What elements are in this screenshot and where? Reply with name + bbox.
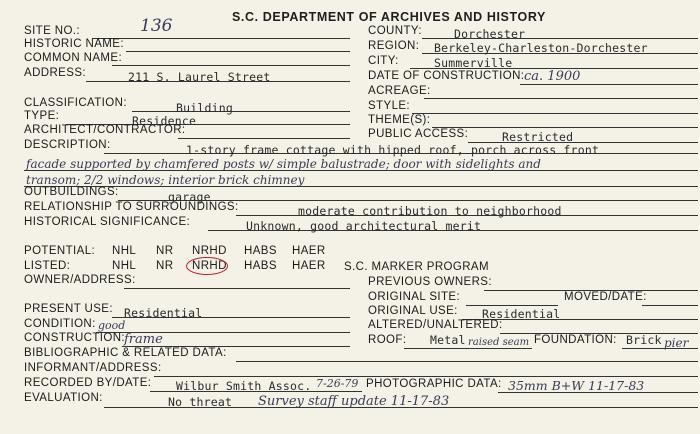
acreage-label: ACREAGE: bbox=[368, 85, 431, 97]
theme-line bbox=[432, 127, 698, 128]
description-value-3: transom; 2/2 windows; interior brick chimney bbox=[26, 173, 305, 187]
potential-nhl: NHL bbox=[112, 245, 137, 257]
form-title: S.C. DEPARTMENT OF ARCHIVES AND HISTORY bbox=[232, 10, 546, 24]
owner-label: OWNER/ADDRESS: bbox=[24, 274, 136, 286]
county-value: Dorchester bbox=[454, 27, 526, 41]
listed-nr: NR bbox=[156, 260, 174, 272]
present-use-label: PRESENT USE: bbox=[24, 303, 113, 315]
description-value-2: facade supported by chamfered posts w/ simple balustrade; door with sidelights and bbox=[26, 157, 541, 171]
city-value: Summerville bbox=[434, 56, 513, 70]
potential-habs: HABS bbox=[244, 245, 277, 257]
potential-nr: NR bbox=[156, 245, 174, 257]
historic-name-line bbox=[126, 51, 350, 52]
style-label: STYLE: bbox=[368, 100, 411, 112]
listed-nhl: NHL bbox=[112, 260, 137, 272]
listed-label: LISTED: bbox=[24, 260, 71, 272]
moved-date-label: MOVED/DATE: bbox=[564, 291, 647, 303]
foundation-label: FOUNDATION: bbox=[534, 334, 617, 346]
foundation-value: Brick bbox=[626, 333, 662, 347]
historical-significance-value: Unknown, good architectural merit bbox=[246, 219, 482, 233]
bibliographic-label: BIBLIOGRAPHIC & RELATED DATA: bbox=[24, 347, 227, 359]
public-access-label: PUBLIC ACCESS: bbox=[368, 128, 469, 140]
relationship-label: RELATIONSHIP TO SURROUNDINGS: bbox=[24, 201, 239, 213]
original-site-label: ORIGINAL SITE: bbox=[368, 291, 461, 303]
listed-habs: HABS bbox=[244, 260, 277, 272]
evaluation-label: EVALUATION: bbox=[24, 392, 103, 404]
moved-date-line bbox=[642, 305, 698, 306]
potential-label: POTENTIAL: bbox=[24, 245, 96, 257]
evaluation-value: No threat bbox=[168, 395, 233, 409]
type-value: Residence bbox=[132, 114, 197, 128]
listed-haer: HAER bbox=[292, 260, 326, 272]
architect-line bbox=[178, 138, 350, 139]
roof-note: raised seam bbox=[468, 337, 530, 348]
common-name-label: COMMON NAME: bbox=[24, 52, 123, 64]
condition-label: CONDITION: bbox=[24, 318, 96, 330]
roof-line bbox=[404, 348, 532, 349]
previous-owners-label: PREVIOUS OWNERS: bbox=[368, 276, 492, 288]
listed-nrhd: NRHD bbox=[192, 260, 227, 272]
public-access-value: Restricted bbox=[502, 130, 574, 144]
photographic-value: 35mm B+W 11-17-83 bbox=[508, 378, 645, 393]
recorded-date-value: 7-26-79 bbox=[316, 377, 359, 390]
site-no-label: SITE NO.: bbox=[24, 25, 80, 37]
present-use-value: Residential bbox=[124, 306, 203, 320]
nrhd-circle-mark bbox=[186, 257, 228, 275]
county-label: COUNTY: bbox=[368, 25, 422, 37]
recorded-label: RECORDED BY/DATE: bbox=[24, 377, 152, 389]
region-label: REGION: bbox=[368, 40, 420, 52]
description-label: DESCRIPTION: bbox=[24, 139, 111, 151]
theme-label: THEME(S): bbox=[368, 114, 431, 126]
original-use-value: Residential bbox=[482, 307, 561, 321]
address-label: ADDRESS: bbox=[24, 67, 86, 79]
date-construction-line bbox=[520, 84, 698, 85]
foundation-note: pier bbox=[664, 336, 689, 350]
original-use-label: ORIGINAL USE: bbox=[368, 305, 458, 317]
construction-label: CONSTRUCTION: bbox=[24, 332, 126, 344]
recorded-by-value: Wilbur Smith Assoc. bbox=[176, 379, 312, 393]
evaluation-note: Survey staff update 11-17-83 bbox=[258, 394, 450, 409]
marker-program-label: S.C. MARKER PROGRAM bbox=[344, 261, 489, 273]
architect-label: ARCHITECT/CONTRACTOR: bbox=[24, 124, 186, 136]
historic-name-label: HISTORIC NAME: bbox=[24, 38, 124, 50]
original-site-line bbox=[466, 305, 558, 306]
outbuildings-value: garage bbox=[168, 190, 211, 204]
potential-nrhd: NRHD bbox=[192, 245, 227, 257]
bibliographic-line bbox=[236, 361, 698, 362]
relationship-value: moderate contribution to neighborhood bbox=[298, 204, 562, 218]
historical-significance-label: HISTORICAL SIGNIFICANCE: bbox=[24, 216, 191, 228]
construction-value: frame bbox=[124, 332, 163, 347]
outbuildings-label: OUTBUILDINGS: bbox=[24, 186, 119, 198]
site-no-line bbox=[92, 38, 350, 39]
common-name-line bbox=[112, 65, 350, 66]
acreage-line bbox=[424, 98, 698, 99]
city-label: CITY: bbox=[368, 55, 399, 67]
date-construction-label: DATE OF CONSTRUCTION: bbox=[368, 70, 525, 82]
site-no-value: 136 bbox=[140, 16, 173, 36]
roof-label: ROOF: bbox=[368, 334, 407, 346]
potential-haer: HAER bbox=[292, 245, 326, 257]
altered-label: ALTERED/UNALTERED: bbox=[368, 319, 503, 331]
type-label: TYPE: bbox=[24, 110, 60, 122]
informant-label: INFORMANT/ADDRESS: bbox=[24, 362, 162, 374]
region-value: Berkeley-Charleston-Dorchester bbox=[434, 41, 648, 55]
classification-value: Building bbox=[176, 101, 233, 115]
condition-value: good bbox=[98, 319, 126, 332]
classification-label: CLASSIFICATION: bbox=[24, 97, 127, 109]
owner-line bbox=[124, 288, 350, 289]
address-value: 211 S. Laurel Street bbox=[128, 70, 271, 84]
description-value-1: 1-story frame cottage with hipped roof, porch across front bbox=[186, 143, 600, 157]
photographic-label: PHOTOGRAPHIC DATA: bbox=[366, 378, 502, 390]
date-construction-value: ca. 1900 bbox=[524, 69, 581, 84]
roof-value: Metal bbox=[430, 333, 466, 347]
informant-line bbox=[154, 376, 698, 377]
style-line bbox=[412, 113, 698, 114]
classification-line bbox=[132, 111, 350, 112]
